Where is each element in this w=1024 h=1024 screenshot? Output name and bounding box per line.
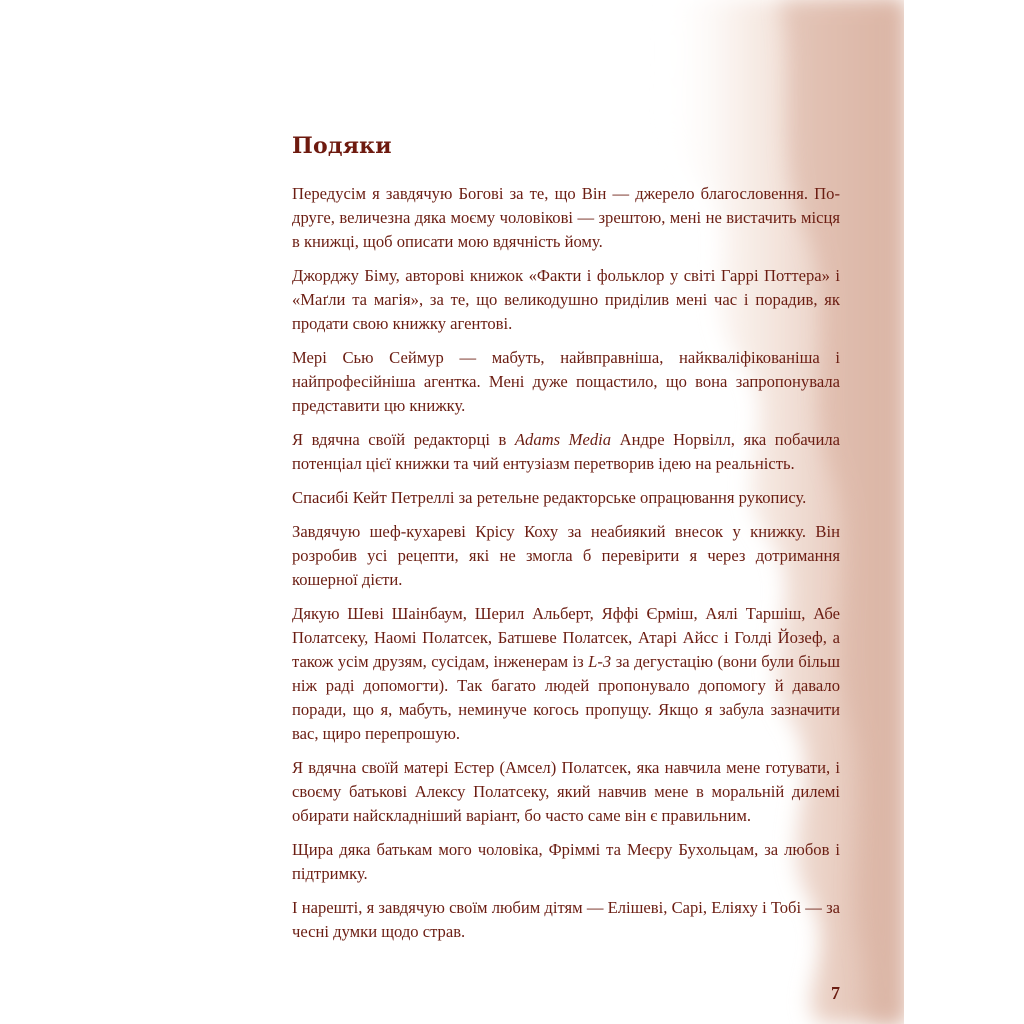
page-number: 7 bbox=[831, 983, 840, 1003]
paragraph-7-text-end: за дегустацію (вони були більш ніж раді допомогти). Так багато людей пропонувало допомогу й давало поради, що я, мабуть, неминуче когось пропущу. Якщо я забула зазначити вас, щиро перепрошую. bbox=[292, 652, 840, 743]
paragraph-9: Щира дяка батькам мого чоловіка, Фріммі та Меєру Бухольцам, за любов і підтримку. bbox=[292, 840, 840, 883]
paragraph-10: І нарешті, я завдячую своїм любим дітям — Елішеві, Сарі, Еліяху і Тобі — за чесні думки щодо страв. bbox=[292, 898, 840, 941]
page-title: Подяки bbox=[292, 133, 392, 159]
paragraph-4-text-end: Андре Норвілл, яка побачила потенціал цієї книжки та чий ентузіазм перетворив ідею на реальність. bbox=[292, 430, 841, 473]
paragraph-8: Я вдячна своїй матері Естер (Амсел) Полатсек, яка навчила мене готувати, і своєму батькові Алексу Полатсеку, який навчив мене в моральній дилемі обирати найскладніший варіант, бо часто саме він є правильним. bbox=[292, 758, 840, 825]
paragraph-2: Джорджу Біму, авторові книжок «Факти і фольклор у світі Гаррі Поттера» і «Маґли та магія», за те, що великодушно приділив мені час і порадив, як продати свою книжку агентові. bbox=[292, 266, 840, 333]
acknowledgements-section bbox=[292, 130, 840, 954]
company-name: L-3 bbox=[588, 652, 612, 671]
paragraph-6: Завдячую шеф-кухареві Крісу Коху за неабиякий внесок у книжку. Він розробив усі рецепти, які не змогла б перевірити я через дотримання кошерної дієти. bbox=[292, 522, 840, 589]
paragraph-1: Передусім я завдячую Богові за те, що Він — джерело благословення. По-друге, величезна дяка моєму чоловікові — зрештою, мені не вистачить місця в книжці, щоб описати мою вдячність йому. bbox=[292, 184, 840, 251]
paragraph-4 bbox=[292, 428, 840, 476]
paragraph-3: Мері Сью Сеймур — мабуть, найвправніша, найкваліфікованіша і найпрофесійніша агентка. Мені дуже пощастило, що вона запропонувала представити цю книжку. bbox=[292, 348, 840, 415]
page-outer-margin bbox=[904, 0, 1024, 1024]
paragraph-7-text-start: Дякую Шеві Шаінбаум, Шерил Альберт, Яффі Єрміш, Аялі Таршіш, Абе Полатсеку, Наомі Полатсек, Батшеве Полатсек, Атарі Айсс і Голді Йозеф, а також усім друзям, сусідам, інженерам із bbox=[292, 604, 840, 671]
publisher-name: Adams Media bbox=[514, 430, 612, 449]
paragraph-4-text-start: Я вдячна своїй редакторці в bbox=[292, 430, 515, 449]
paragraph-7 bbox=[292, 602, 840, 746]
paragraph-5: Спасибі Кейт Петреллі за ретельне редакторське опрацювання рукопису. bbox=[292, 488, 807, 507]
